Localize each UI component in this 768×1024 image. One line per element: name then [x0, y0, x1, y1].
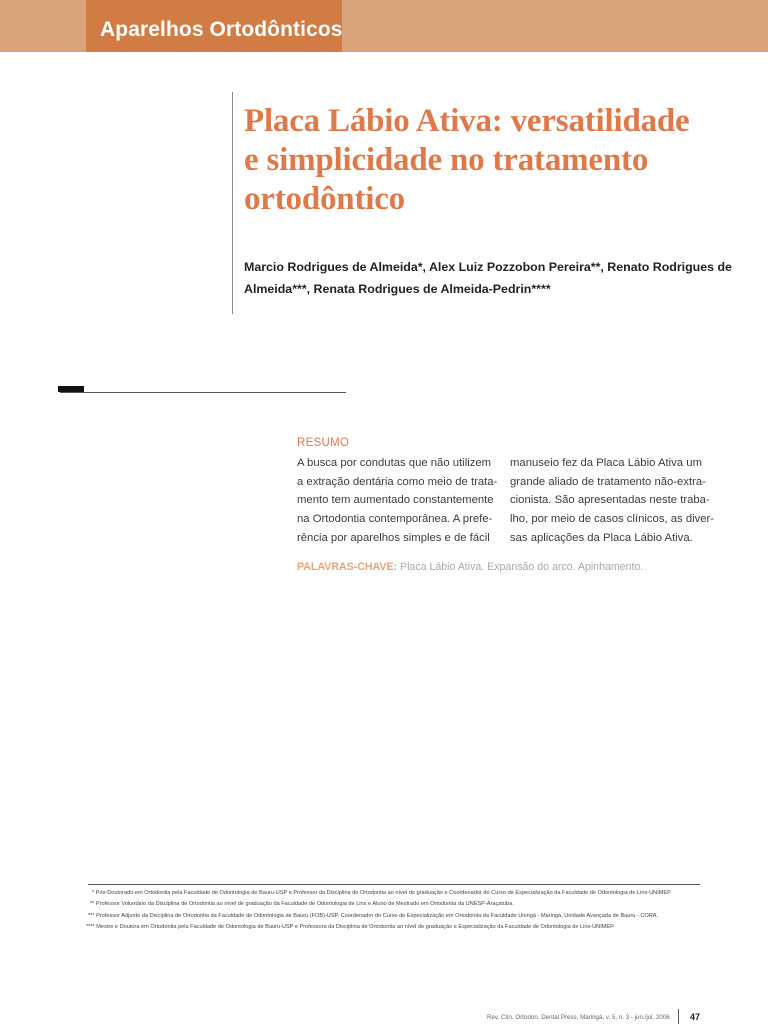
keywords [297, 561, 643, 573]
title-line: Placa Lábio Ativa: versatilidade [244, 103, 690, 139]
footnote: **** Mestre e Doutora em Ortodontia pela Faculdade de Odontologia de Bauru-USP e Professora da Disciplina de Ortodontia ao nível de graduação e Especialização da Faculdade de Odontologia de Lins-UNIMEP. [86, 923, 615, 930]
keywords-label: PALAVRAS-CHAVE: [297, 561, 398, 573]
footnotes [80, 888, 720, 933]
footer-separator [678, 1009, 679, 1024]
section-title: Aparelhos Ortodônticos [100, 18, 343, 41]
abstract-line: cionista. São apresentadas neste traba- [510, 494, 710, 507]
abstract-line: mento tem aumentado constantemente [297, 494, 494, 507]
abstract-line: manuseio fez da Placa Lábio Ativa um [510, 457, 702, 469]
abstract-line: na Ortodontia contemporânea. A prefe- [297, 513, 493, 526]
abstract-line: a extração dentária como meio de trata- [297, 475, 498, 488]
footnote: *** Professor Adjunto da Disciplina de Ortodontia da Faculdade de Odontologia de Bauru (FOB)-USP. Coordenador do Curso de Especialização em Ortodontia da Faculdade Uningá - Maringá, Unidade Avançada de Bauru - CORA. [88, 912, 659, 919]
journal-citation: Rev. Clín. Ortodon. Dental Press, Maringá, v. 5, n. 3 - jun./jul. 2006 [487, 1014, 670, 1021]
page-number: 47 [690, 1012, 701, 1022]
abstract-line: A busca por condutas que não utilizem [297, 457, 492, 469]
footnote: ** Professor Voluntário da Disciplina de Ortodontia ao nível de graduação da Faculdade de Odontologia de Lins e Aluno de Mestrado em Ortodontia da UNESP-Araçatuba. [90, 901, 514, 908]
abstract-right-column [510, 454, 715, 548]
abstract-line: sas aplicações da Placa Lábio Ativa. [510, 531, 693, 544]
title-rule [232, 92, 233, 314]
footnote-rule [88, 884, 700, 885]
title-line: ortodôntico [244, 181, 405, 217]
footnote: * Pós-Doutorado em Ortodontia pela Faculdade de Odontologia de Bauru-USP e Professor da Disciplina de Ortodontia ao nível de graduação e Coordenador do Curso de Especialização da Faculdade de Odontologia de Lins-UNIMEP. [92, 890, 672, 896]
title-line: e simplicidade no tratamento [244, 142, 649, 178]
abstract-line: grande aliado de tratamento não-extra- [510, 475, 706, 488]
section-divider [60, 392, 346, 393]
abstract-line: lho, por meio de casos clínicos, as diver- [510, 513, 715, 526]
abstract-left-column [297, 454, 498, 548]
authors [244, 256, 732, 300]
author-line: Almeida***, Renata Rodrigues de Almeida-Pedrin**** [244, 282, 551, 296]
article-title [244, 102, 704, 219]
abstract-line: rência por aparelhos simples e de fácil [297, 531, 490, 544]
abstract-label: RESUMO [297, 437, 350, 449]
author-line: Marcio Rodrigues de Almeida*, Alex Luiz Pozzobon Pereira**, Renato Rodrigues de [244, 260, 732, 274]
keywords-text: Placa Lábio Ativa. Expansão do arco. Apinhamento. [400, 561, 644, 573]
divider-mark [58, 386, 84, 392]
